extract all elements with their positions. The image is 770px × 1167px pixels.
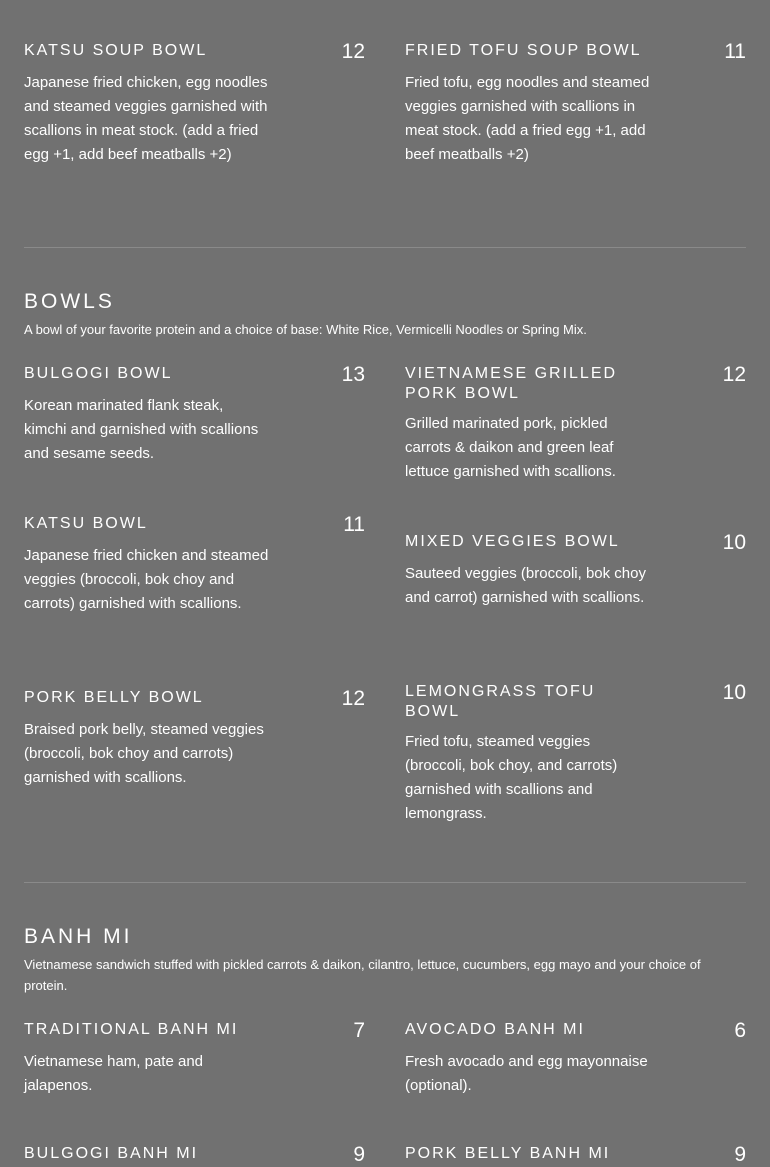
menu-item-description: Sauteed veggies (broccoli, bok choy and carrot) garnished with scallions. bbox=[405, 565, 646, 606]
menu-item-name: PORK BELLY BOWL bbox=[24, 689, 204, 706]
section-title-banh-mi: BANH MI bbox=[24, 925, 133, 948]
menu-item-description: Fried tofu, steamed veggies (broccoli, bok choy, and carrots) garnished with scallions and lemongrass. bbox=[405, 733, 618, 822]
menu-item-name: BULGOGI BOWL bbox=[24, 365, 173, 382]
section-subtitle-bowls: A bowl of your favorite protein and a choice of base: White Rice, Vermicelli Noodles or Spring Mix. bbox=[24, 322, 587, 337]
menu-item-description: Fried tofu, egg noodles and steamed veggies garnished with scallions in meat stock. (add a fried egg +1, add beef meatballs +2) bbox=[405, 74, 650, 163]
menu-item-price: 10 bbox=[722, 681, 746, 704]
menu-item-name: FRIED TOFU SOUP BOWL bbox=[405, 42, 642, 59]
menu-item-name: TRADITIONAL BANH MI bbox=[24, 1021, 239, 1038]
menu-item-price: 6 bbox=[734, 1019, 746, 1042]
menu-item-price: 11 bbox=[724, 40, 746, 63]
menu-item-description: Grilled marinated pork, pickled carrots & daikon and green leaf lettuce garnished with scallions. bbox=[405, 415, 616, 480]
menu-item-name: KATSU SOUP BOWL bbox=[24, 42, 208, 59]
menu-item-name: AVOCADO BANH MI bbox=[405, 1021, 585, 1038]
menu-item-name: VIETNAMESE GRILLED PORK BOWL bbox=[405, 365, 618, 402]
section-subtitle-banh-mi: Vietnamese sandwich stuffed with pickled carrots & daikon, cilantro, lettuce, cucumbers, egg mayo and your choice of protein. bbox=[24, 957, 701, 993]
section-divider bbox=[24, 882, 746, 883]
menu-item-price: 7 bbox=[353, 1019, 365, 1042]
menu-item-description: Vietnamese ham, pate and jalapenos. bbox=[24, 1053, 204, 1094]
menu-item-name: PORK BELLY BANH MI bbox=[405, 1145, 611, 1162]
menu-item-price: 9 bbox=[353, 1143, 365, 1166]
menu-item-description: Korean marinated flank steak, kimchi and garnished with scallions and sesame seeds. bbox=[24, 397, 259, 462]
menu-item-description: Braised pork belly, steamed veggies (broccoli, bok choy and carrots) garnished with scallions. bbox=[24, 721, 264, 786]
menu-item-name: MIXED VEGGIES BOWL bbox=[405, 533, 620, 550]
section-title-bowls: BOWLS bbox=[24, 290, 115, 313]
menu-item-description: Japanese fried chicken and steamed veggies (broccoli, bok choy and carrots) garnished with scallions. bbox=[24, 547, 269, 612]
menu-item-name: KATSU BOWL bbox=[24, 515, 148, 532]
menu-item-price: 9 bbox=[734, 1143, 746, 1166]
menu-item-description: Fresh avocado and egg mayonnaise (optional). bbox=[405, 1053, 648, 1094]
menu-item-name: BULGOGI BANH MI bbox=[24, 1145, 199, 1162]
menu-item-price: 12 bbox=[341, 687, 365, 710]
menu-item-price: 10 bbox=[722, 531, 746, 554]
menu-item-name: LEMONGRASS TOFU BOWL bbox=[405, 683, 596, 720]
menu-item-price: 12 bbox=[722, 363, 746, 386]
menu-item-price: 13 bbox=[341, 363, 365, 386]
menu-item-description: Japanese fried chicken, egg noodles and steamed veggies garnished with scallions in meat stock. (add a fried egg +1, add beef meatballs +2) bbox=[24, 74, 268, 163]
menu-item-price: 12 bbox=[341, 40, 365, 63]
menu-item-price: 11 bbox=[343, 513, 365, 536]
section-divider bbox=[24, 247, 746, 248]
